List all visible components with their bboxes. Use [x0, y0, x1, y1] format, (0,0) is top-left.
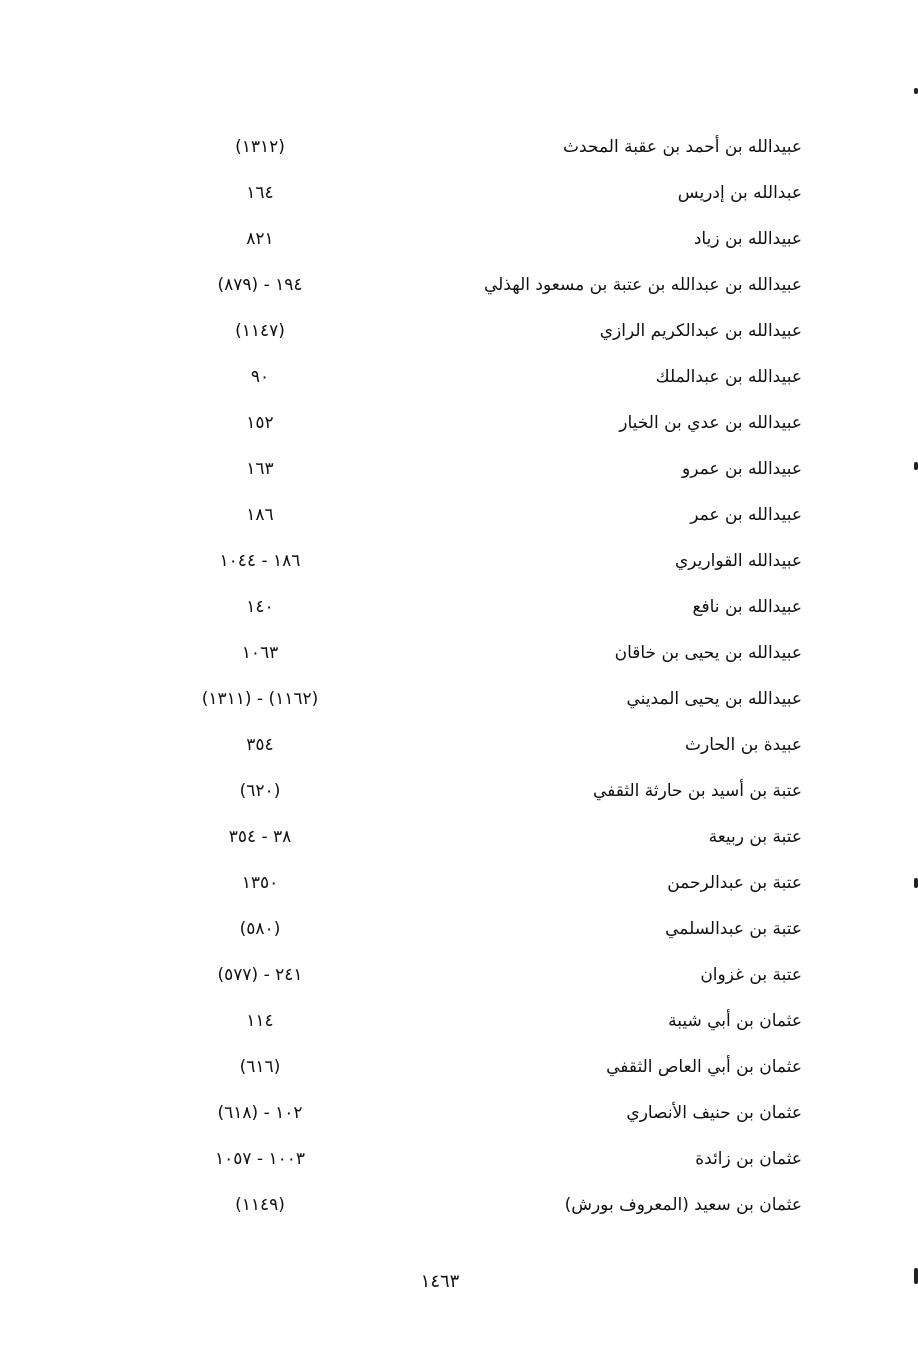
entry-name: عبيدالله القواريري	[674, 551, 802, 571]
entry-pages: ٩٠	[250, 367, 270, 387]
entry-name: عتبة بن ربيعة	[708, 827, 802, 847]
entry-name: عتبة بن أسيد بن حارثة الثقفي	[592, 781, 802, 801]
entry-pages: (١١٦٢) - (١٣١١)	[201, 689, 319, 709]
entry-name: عثمان بن سعيد (المعروف بورش)	[564, 1195, 802, 1215]
entry-pages: ١٦٣	[246, 459, 274, 479]
entry-name: عثمان بن حنيف الأنصاري	[626, 1103, 802, 1123]
index-entry	[0, 768, 918, 814]
index-entry	[0, 262, 918, 308]
entry-name: عثمان بن أبي شيبة	[668, 1011, 802, 1031]
page-number: ١٤٦٣	[420, 1271, 460, 1292]
entry-name: عبيدالله بن أحمد بن عقبة المحدث	[563, 137, 802, 157]
index-entry	[0, 400, 918, 446]
entry-pages: ١٠٢ - (٦١٨)	[217, 1103, 303, 1123]
entry-name: عبيدة بن الحارث	[685, 735, 802, 755]
index-entry	[0, 814, 918, 860]
index-entry	[0, 492, 918, 538]
entry-name: عبيدالله بن عبدالكريم الرازي	[599, 321, 802, 341]
entry-pages: ١٣٥٠	[241, 873, 279, 893]
entry-name: عبيدالله بن عبدالملك	[655, 367, 802, 387]
index-entry	[0, 676, 918, 722]
entry-pages: ١٨٦ - ١٠٤٤	[219, 551, 301, 571]
entry-pages: (١٣١٢)	[235, 137, 285, 157]
entry-pages: ١٠٦٣	[241, 643, 279, 663]
index-entry	[0, 446, 918, 492]
index-entry	[0, 1044, 918, 1090]
entry-name: عثمان بن أبي العاص الثقفي	[606, 1057, 802, 1077]
index-entry	[0, 354, 918, 400]
index-entry	[0, 308, 918, 354]
entry-name: عتبة بن غزوان	[700, 965, 802, 985]
entry-pages: (٦٢٠)	[239, 781, 281, 801]
index-entry	[0, 1090, 918, 1136]
entry-pages: ٢٤١ - (٥٧٧)	[217, 965, 303, 985]
index-entry	[0, 1136, 918, 1182]
scan-edge-mark	[914, 88, 918, 94]
index-entries	[0, 124, 918, 1228]
index-entry	[0, 584, 918, 630]
entry-name: عتبة بن عبدالسلمي	[665, 919, 802, 939]
entry-name: عبيدالله بن عبدالله بن عتبة بن مسعود الهذلي	[483, 275, 802, 295]
entry-pages: ١٦٤	[246, 183, 274, 203]
index-entry	[0, 1182, 918, 1228]
index-entry	[0, 124, 918, 170]
entry-pages: ١٠٠٣ - ١٠٥٧	[214, 1149, 305, 1169]
entry-name: عبيدالله بن يحيى بن خاقان	[614, 643, 802, 663]
entry-name: عثمان بن زائدة	[695, 1149, 802, 1169]
entry-pages: (٥٨٠)	[239, 919, 281, 939]
entry-name: عبيدالله بن عدي بن الخيار	[619, 413, 802, 433]
index-entry	[0, 906, 918, 952]
index-entry	[0, 860, 918, 906]
entry-name: عتبة بن عبدالرحمن	[667, 873, 802, 893]
entry-pages: ١٥٢	[246, 413, 274, 433]
index-entry	[0, 170, 918, 216]
index-entry	[0, 216, 918, 262]
index-entry	[0, 998, 918, 1044]
entry-pages: ٣٨ - ٣٥٤	[228, 827, 292, 847]
entry-name: عبيدالله بن نافع	[692, 597, 802, 617]
index-entry	[0, 630, 918, 676]
entry-pages: ١٨٦	[246, 505, 274, 525]
entry-pages: ٣٥٤	[246, 735, 274, 755]
index-entry	[0, 952, 918, 998]
scan-edge-mark	[914, 878, 918, 888]
entry-pages: (١١٤٩)	[235, 1195, 285, 1215]
entry-pages: (١١٤٧)	[235, 321, 285, 341]
entry-pages: ١٤٠	[246, 597, 274, 617]
entry-pages: ١٩٤ - (٨٧٩)	[217, 275, 303, 295]
index-entry	[0, 722, 918, 768]
entry-pages: (٦١٦)	[239, 1057, 281, 1077]
entry-name: عبيدالله بن يحيى المديني	[626, 689, 802, 709]
entry-name: عبيدالله بن عمر	[690, 505, 802, 525]
entry-name: عبدالله بن إدريس	[677, 183, 802, 203]
entry-name: عبيدالله بن عمرو	[681, 459, 802, 479]
entry-pages: ١١٤	[246, 1011, 274, 1031]
entry-pages: ٨٢١	[246, 229, 274, 249]
scan-edge-mark	[914, 1268, 918, 1284]
entry-name: عبيدالله بن زياد	[693, 229, 802, 249]
index-entry	[0, 538, 918, 584]
scan-edge-mark	[914, 462, 918, 470]
